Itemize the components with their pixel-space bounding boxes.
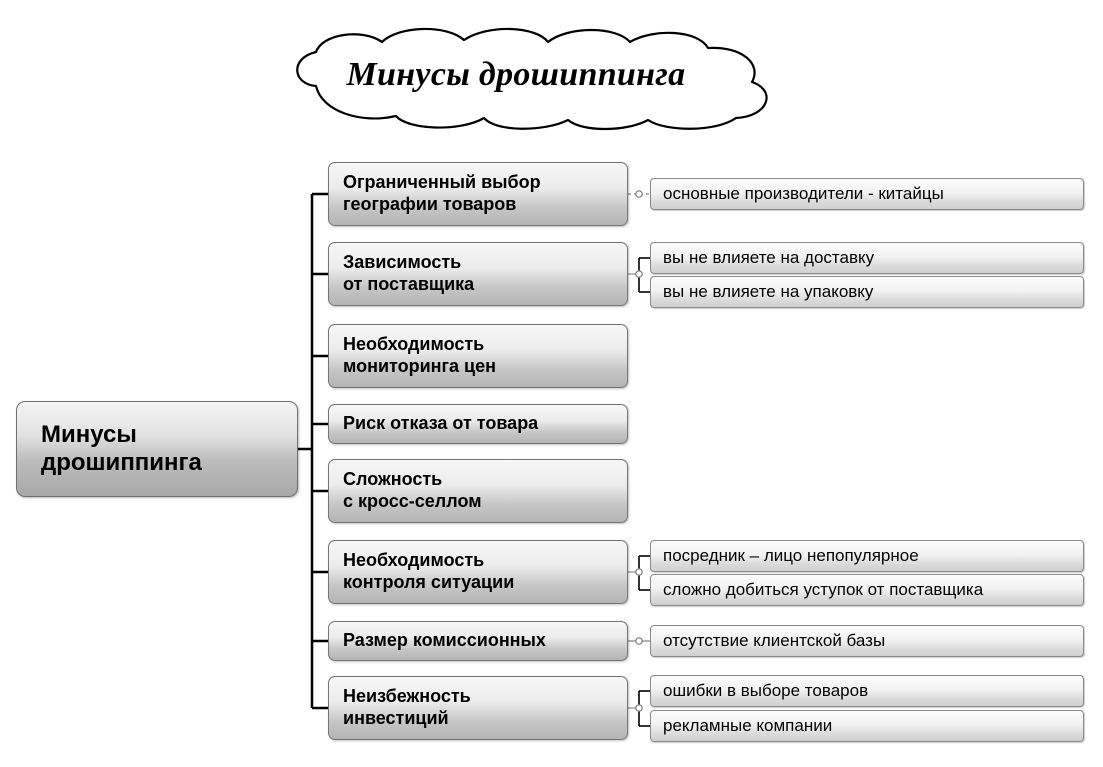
leaf-no-delivery-control[interactable] bbox=[650, 242, 1084, 274]
root-label-line2: дрошиппинга bbox=[41, 449, 202, 476]
branch-limited-geography[interactable] bbox=[328, 162, 628, 226]
branch-price-monitoring[interactable] bbox=[328, 324, 628, 388]
branch-label-line2: от поставщика bbox=[343, 274, 475, 294]
branch-label-line1: Необходимость bbox=[343, 550, 485, 571]
branch-label-line2: с кросс-селлом bbox=[343, 491, 482, 511]
branch-label-line2: мониторинга цен bbox=[343, 356, 496, 376]
leaf-label: рекламные компании bbox=[663, 715, 833, 735]
branch-label-line1: Ограниченный выбор bbox=[343, 172, 541, 193]
diagram-title: Минусы дрошиппинга bbox=[346, 56, 686, 93]
root-node[interactable] bbox=[16, 401, 298, 497]
leaf-label: вы не влияете на упаковку bbox=[663, 281, 874, 301]
branch-label-line1: Риск отказа от товара bbox=[343, 413, 539, 434]
leaf-label: основные производители - китайцы bbox=[663, 183, 944, 203]
branch-label-line2: контроля ситуации bbox=[343, 572, 515, 592]
branch-label-line2: географии товаров bbox=[343, 194, 517, 214]
leaf-label: отсутствие клиентской базы bbox=[663, 630, 886, 650]
branch-label-line1: Сложность bbox=[343, 469, 443, 490]
leaf-label: вы не влияете на доставку bbox=[663, 247, 875, 267]
leaf-label: посредник – лицо непопулярное bbox=[663, 545, 919, 565]
branch-investment-inevitability[interactable] bbox=[328, 676, 628, 740]
leaf-ad-campaigns[interactable] bbox=[650, 710, 1084, 742]
branch-situation-control[interactable] bbox=[328, 540, 628, 604]
leaf-no-client-base[interactable] bbox=[650, 625, 1084, 657]
leaf-label: сложно добиться уступок от поставщика bbox=[663, 579, 984, 599]
branch-label-line1: Неизбежность bbox=[343, 686, 471, 707]
branch-commission-size[interactable] bbox=[328, 621, 628, 661]
branch-refusal-risk[interactable] bbox=[328, 404, 628, 444]
root-label-line1: Минусы bbox=[41, 420, 137, 448]
title-cloud bbox=[196, 24, 836, 132]
leaf-no-packaging-control[interactable] bbox=[650, 276, 1084, 308]
leaf-unpopular-intermediary[interactable] bbox=[650, 540, 1084, 572]
branch-label-line2: инвестиций bbox=[343, 708, 449, 728]
branch-supplier-dependency[interactable] bbox=[328, 242, 628, 306]
leaf-hard-concessions[interactable] bbox=[650, 574, 1084, 606]
branch-cross-sell-difficulty[interactable] bbox=[328, 459, 628, 523]
leaf-chinese-manufacturers[interactable] bbox=[650, 178, 1084, 210]
leaf-product-choice-errors[interactable] bbox=[650, 675, 1084, 707]
branch-label-line1: Зависимость bbox=[343, 252, 462, 273]
branch-label-line1: Необходимость bbox=[343, 334, 485, 355]
leaf-label: ошибки в выборе товаров bbox=[663, 680, 869, 700]
branch-label-line1: Размер комиссионных bbox=[343, 630, 546, 651]
